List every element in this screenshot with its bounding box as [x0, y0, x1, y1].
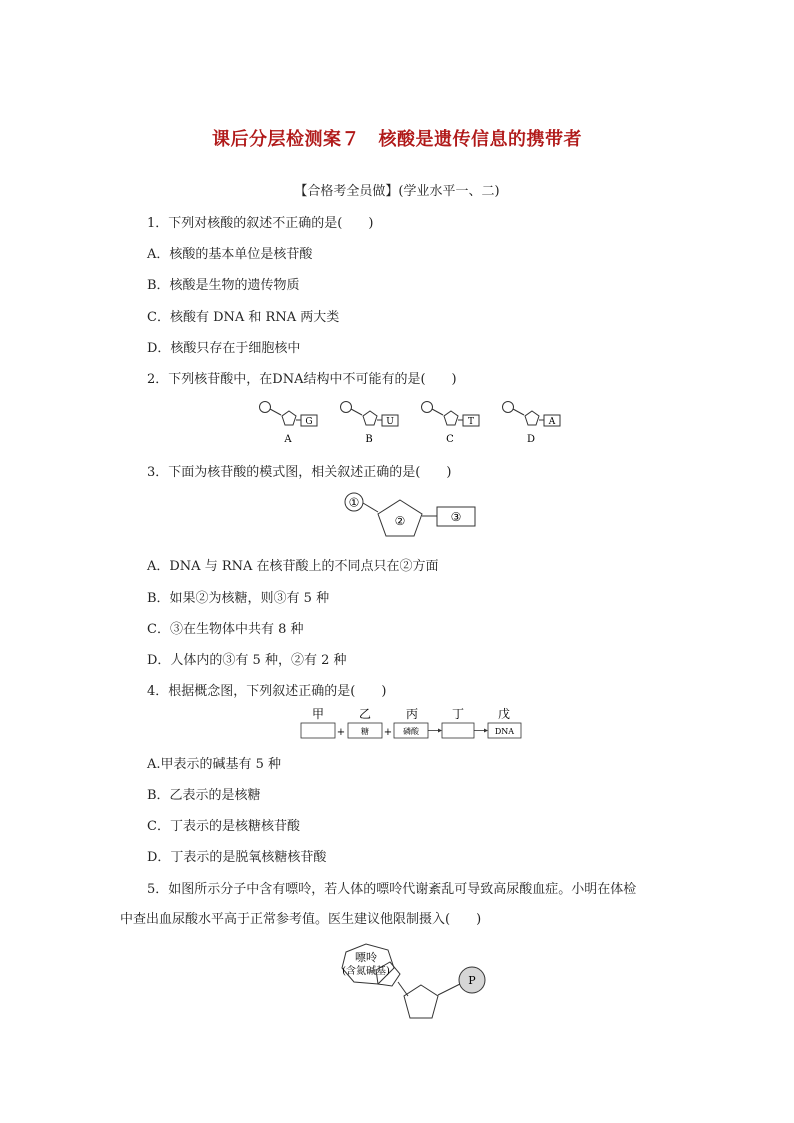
- q4-plus-1: +: [336, 727, 346, 738]
- q1-stem: 1．下列对核酸的叙述不正确的是( ): [147, 216, 374, 231]
- q4-plus-2: +: [383, 727, 393, 738]
- q4-box-ding: [442, 723, 474, 738]
- q4-option-b: B．乙表示的是核糖: [147, 788, 261, 803]
- q3-sugar-label: ②: [394, 514, 406, 528]
- q4-label-ding: 丁: [451, 707, 465, 721]
- q2-label-c: C: [446, 434, 454, 445]
- q3-option-a: A．DNA 与 RNA 在核苷酸上的不同点只在②方面: [147, 559, 439, 574]
- q4-label-bing: 丙: [405, 707, 419, 721]
- q5-stem-line2: 中查出血尿酸水平高于正常参考值。医生建议他限制摄入( ): [120, 912, 482, 927]
- q1-option-c: C．核酸有 DNA 和 RNA 两大类: [147, 310, 340, 325]
- q2-label-b: B: [365, 434, 373, 445]
- q1-option-b: B．核酸是生物的遗传物质: [147, 278, 300, 293]
- page-title: 课后分层检测案７ 核酸是遗传信息的携带者: [212, 129, 582, 150]
- q2-base-c: T: [467, 417, 475, 427]
- q5-sugar-pentagon: [404, 985, 438, 1018]
- q2-base-b: U: [386, 417, 394, 427]
- q2-stem: 2．下列核苷酸中，在DNA结构中不可能有的是( ): [147, 372, 457, 387]
- q2-label-a: A: [284, 434, 292, 445]
- q4-label-wu: 戊: [497, 707, 511, 721]
- q2-label-d: D: [526, 434, 536, 445]
- q5-figure: [336, 940, 496, 1025]
- q4-option-d: D．丁表示的是脱氧核糖核苷酸: [147, 850, 327, 865]
- q4-label-jia: 甲: [311, 707, 325, 721]
- q4-label-yi: 乙: [358, 707, 372, 721]
- q4-box-bing-text: 磷酸: [403, 727, 419, 736]
- q3-base-label: ③: [450, 510, 462, 524]
- q3-option-c: C．③在生物体中共有 8 种: [147, 622, 304, 637]
- q2-base-a: G: [305, 417, 313, 427]
- q2-figure: [255, 398, 575, 446]
- q4-box-wu-text: DNA: [494, 727, 515, 736]
- q4-box-yi-text: 糖: [361, 727, 369, 736]
- section-heading: 【合格考全员做】(学业水平一、二): [294, 184, 500, 199]
- q2-nucleotide-d: [503, 402, 561, 446]
- q5-stem-line1: 5．如图所示分子中含有嘌呤，若人体的嘌呤代谢紊乱可导致高尿酸血症。小明在体检: [147, 882, 637, 897]
- q5-purine-label: 嘌呤: [355, 951, 377, 964]
- q4-option-c: C．丁表示的是核糖核苷酸: [147, 819, 300, 834]
- q4-box-jia: [301, 723, 335, 738]
- q3-option-b: B．如果②为核糖，则③有 5 种: [147, 591, 330, 606]
- q2-base-d: A: [548, 417, 556, 427]
- q5-phosphate-label: P: [468, 974, 476, 987]
- q4-stem: 4．根据概念图，下列叙述正确的是( ): [147, 684, 387, 699]
- q4-concept-map: [298, 706, 528, 742]
- q3-figure: [340, 490, 485, 540]
- q1-option-d: D．核酸只存在于细胞核中: [147, 341, 301, 356]
- q2-nucleotide-c: [422, 402, 480, 446]
- q3-stem: 3．下面为核苷酸的模式图，相关叙述正确的是( ): [147, 465, 452, 480]
- q3-phosphate-label: ①: [348, 495, 360, 510]
- q5-purine-note: (含氮碱基): [342, 966, 390, 977]
- q2-nucleotide-b: [341, 402, 399, 446]
- q1-option-a: A．核酸的基本单位是核苷酸: [147, 247, 313, 262]
- q4-option-a: A.甲表示的碱基有 5 种: [147, 757, 282, 772]
- q2-nucleotide-a: [260, 402, 318, 446]
- q3-option-d: D．人体内的③有 5 种，②有 2 种: [147, 653, 347, 668]
